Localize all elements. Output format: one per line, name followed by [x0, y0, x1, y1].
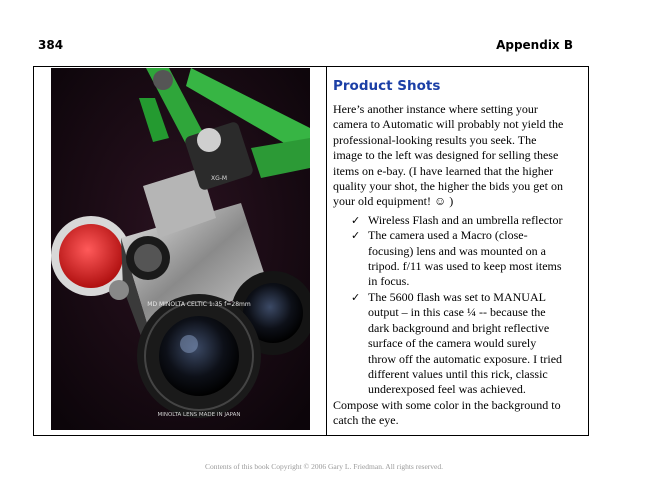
section-title: Product Shots: [333, 78, 441, 94]
list-item: [333, 213, 583, 228]
list-item: [333, 290, 583, 398]
column-divider: [326, 66, 327, 436]
intro-line: professional-looking results you seek. The: [333, 132, 537, 147]
bullet-line: in focus.: [368, 274, 410, 289]
checkmark-icon: ✓: [351, 213, 361, 227]
article-column: [333, 78, 583, 429]
lens-marking: MD MINOLTA CELTIC 1:35 f=28mm: [147, 301, 251, 308]
bullet-line: output – in this case ¼ -- because the: [368, 305, 546, 320]
closing-line: Compose with some color in the background to: [333, 397, 561, 412]
bullet-line: The camera used a Macro (close-: [368, 228, 528, 243]
camera-illustration: [51, 68, 310, 430]
product-photo: [51, 68, 310, 430]
page-number: 384: [38, 38, 64, 52]
lens-marking-2: MINOLTA LENS MADE IN JAPAN: [157, 412, 241, 418]
bullet-line: surface of the camera would surely: [368, 336, 537, 351]
list-item: [333, 228, 583, 290]
intro-line: quality your shot, the higher the bids you get on: [333, 179, 563, 194]
bullet-line: dark background and bright reflective: [368, 320, 550, 335]
intro-paragraph: [333, 102, 583, 210]
chapter-title: Appendix B: [496, 38, 573, 52]
camera-model-tag: XG-M: [211, 175, 228, 182]
bullet-line: Wireless Flash and an umbrella reflector: [368, 212, 563, 227]
tips-list: [333, 213, 583, 398]
bullet-line: focusing) lens and was mounted on a: [368, 243, 546, 258]
bullet-line: tripod. f/11 was used to keep most items: [368, 259, 562, 274]
bullet-line: underexposed feel was achieved.: [368, 382, 526, 397]
checkmark-icon: ✓: [351, 290, 361, 304]
checkmark-icon: ✓: [351, 229, 361, 243]
intro-line: camera to Automatic will probably not yield the: [333, 117, 564, 132]
intro-line: your old equipment! ☺ ): [333, 194, 454, 209]
bullet-line: The 5600 flash was set to MANUAL: [368, 289, 546, 304]
intro-line: image to the left was designed for selling these: [333, 148, 559, 163]
intro-line: items on e-bay. (I have learned that the higher: [333, 163, 554, 178]
bullet-line: different values until this rick, classic: [368, 366, 548, 381]
intro-line: Here’s another instance where setting your: [333, 102, 538, 116]
closing-line: catch the eye.: [333, 413, 399, 428]
copyright-footer: Contents of this book Copyright © 2006 Gary L. Friedman. All rights reserved.: [205, 462, 443, 471]
closing-paragraph: [333, 398, 583, 429]
bullet-line: throw off the automatic exposure. I tried: [368, 351, 563, 366]
